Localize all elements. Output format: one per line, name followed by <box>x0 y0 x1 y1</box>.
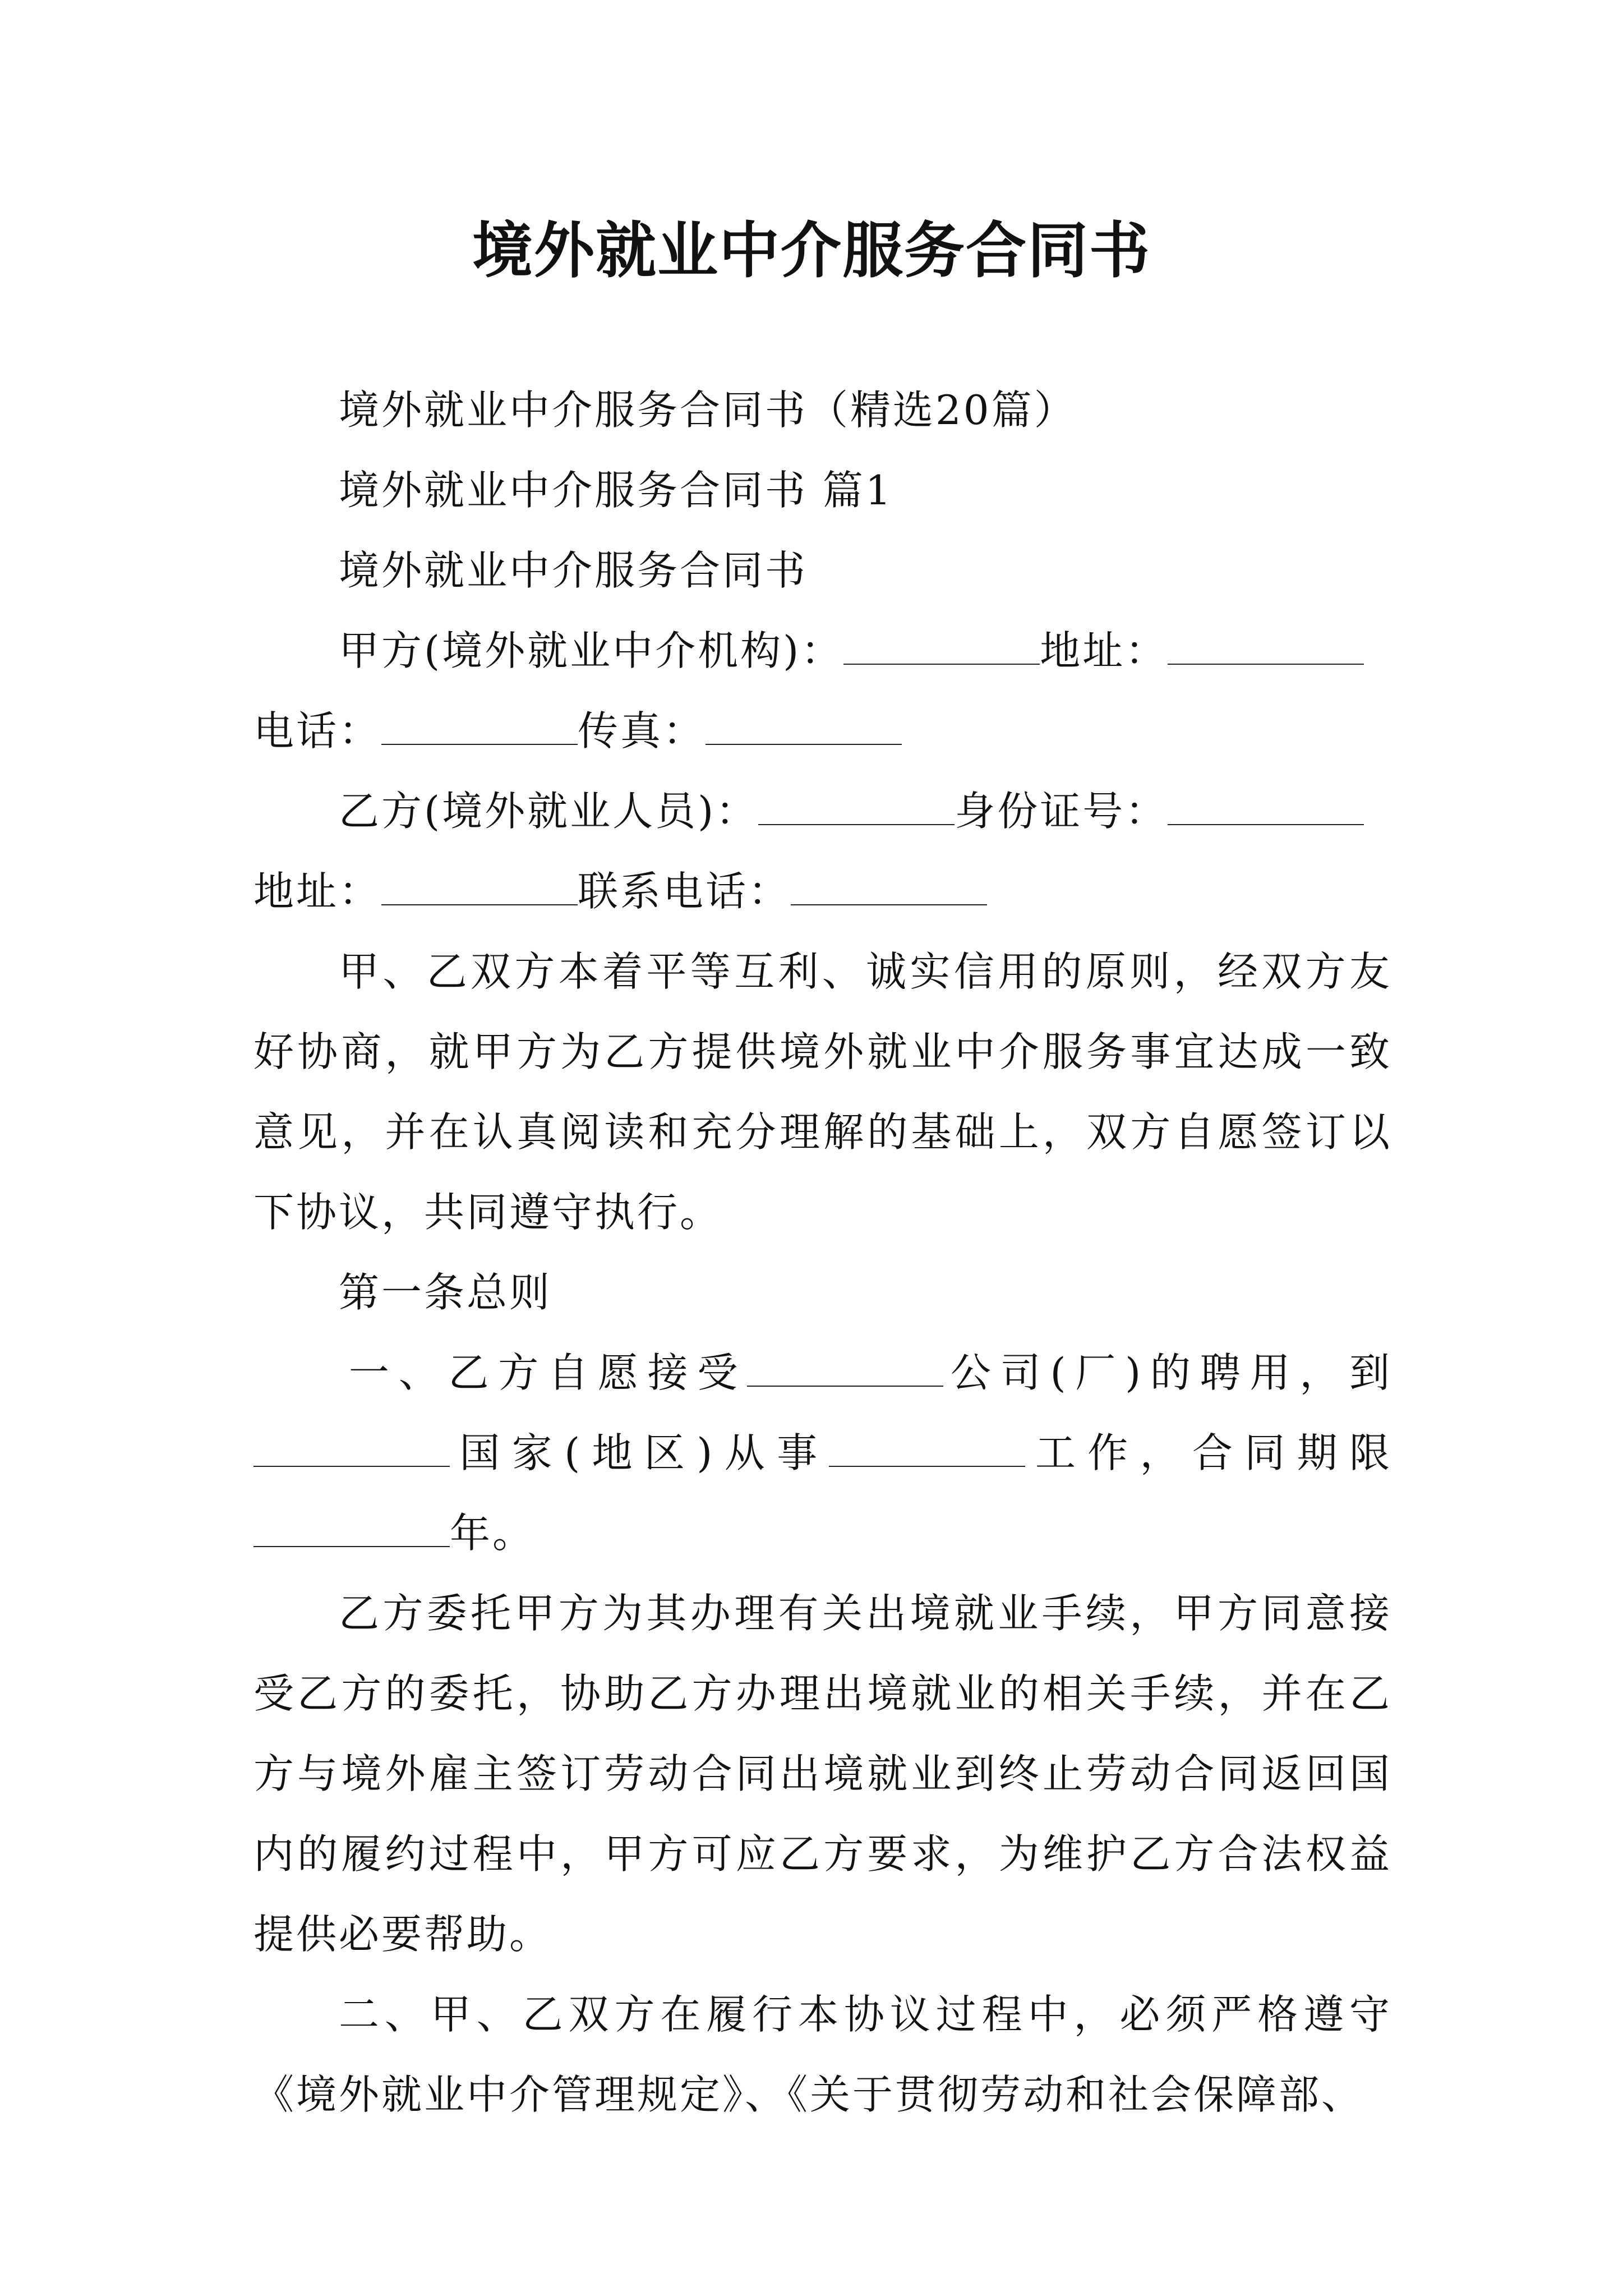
party-b-id-label: 身份证号： <box>955 788 1168 835</box>
company-blank <box>747 1350 943 1387</box>
party-a-phone-label: 电话： <box>253 707 382 754</box>
clause2-paragraph: 二、甲、乙双方在履行本协议过程中，必须严格遵守《境外就业中介管理规定》、《关于贯彻劳动和社会保障部、 <box>253 1991 1392 2118</box>
party-b-id-blank <box>1168 788 1364 825</box>
country-blank <box>253 1430 450 1467</box>
party-b-block <box>253 771 1392 932</box>
document-title: 境外就业中介服务合同书 <box>472 215 1151 286</box>
term-blank <box>253 1510 450 1547</box>
party-a-address-blank <box>1168 628 1364 665</box>
clause1-part2: 公司(厂)的聘用，到 <box>943 1349 1392 1396</box>
clause1-part3: 国家(地区)从事 <box>450 1429 829 1476</box>
section-heading: 境外就业中介服务合同书 篇1 <box>339 467 893 514</box>
clause1-part4: 工作，合同期限 <box>1025 1429 1392 1476</box>
party-a-address-label: 地址： <box>1040 627 1168 674</box>
party-a-phone-blank <box>381 708 578 745</box>
clause1-part5: 年。 <box>450 1510 536 1557</box>
party-b-name-blank <box>758 788 955 825</box>
clause1-paragraph-2: 乙方委托甲方为其办理有关出境就业手续，甲方同意接受乙方的委托，协助乙方办理出境就业的相关手续，并在乙方与境外雇主签订劳动合同出境就业到终止劳动合同返回国内的履约过程中，甲方可应乙方要求，为维护乙方合法权益提供必要帮助。 <box>253 1590 1392 1958</box>
party-a-block <box>253 611 1392 771</box>
party-b-address-blank <box>381 868 578 905</box>
party-b-phone-blank <box>791 868 987 905</box>
job-blank <box>829 1430 1025 1467</box>
party-a-fax-label: 传真： <box>578 707 706 754</box>
party-a-label: 甲方(境外就业中介机构)： <box>339 627 844 674</box>
article1-heading: 第一条总则 <box>339 1269 552 1316</box>
document-body <box>253 370 1392 2135</box>
party-b-label: 乙方(境外就业人员)： <box>339 788 759 835</box>
contract-name: 境外就业中介服务合同书 <box>339 547 808 594</box>
subtitle: 境外就业中介服务合同书（精选20篇） <box>339 386 1077 434</box>
party-a-name-blank <box>843 628 1040 665</box>
party-a-fax-blank <box>706 708 902 745</box>
clause1-prefix: 一、乙方自愿接受 <box>349 1349 748 1396</box>
clause1-paragraph <box>253 1333 1392 1573</box>
party-b-phone-label: 联系电话： <box>578 868 791 915</box>
party-b-address-label: 地址： <box>253 868 382 915</box>
preamble-paragraph: 甲、乙双方本着平等互利、诚实信用的原则，经双方友好协商，就甲方为乙方提供境外就业中介服务事宜达成一致意见，并在认真阅读和充分理解的基础上，双方自愿签订以下协议，共同遵守执行。 <box>253 948 1392 1236</box>
